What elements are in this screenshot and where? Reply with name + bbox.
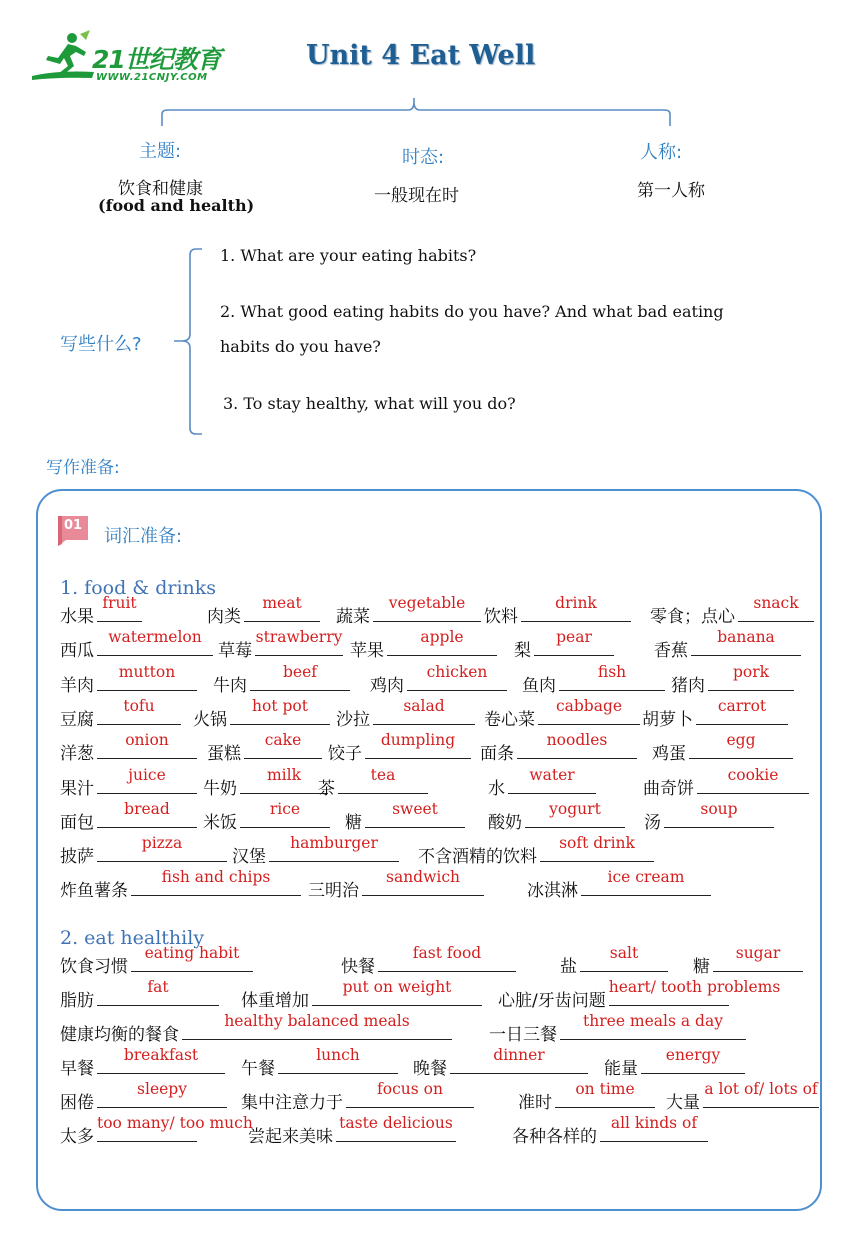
health-vocab-answer-text: a lot of/ lots of [704, 1080, 818, 1098]
food-vocab-answer-text: apple [420, 628, 464, 647]
food-vocab-answer-text: sweet [392, 799, 438, 818]
food-vocab-cn-label: 汉堡 [232, 847, 266, 868]
health-vocab-answer-blank [608, 978, 781, 1006]
food-vocab-answer-blank [362, 868, 484, 896]
food-vocab-item [418, 834, 654, 868]
food-vocab-answer-blank [696, 696, 788, 725]
health-vocab-answer-blank [312, 978, 482, 1006]
food-vocab-item [60, 696, 181, 730]
food-vocab-item [350, 628, 497, 662]
section-eat-healthily: 2. eat healthily [60, 927, 205, 949]
food-vocab-answer-blank [244, 594, 320, 622]
question-3: 3. To stay healthy, what will you do? [223, 394, 516, 413]
food-vocab-cn-label: 蛋糕 [207, 744, 241, 765]
food-vocab-item [60, 662, 197, 696]
health-vocab-answer-text: dinner [493, 1046, 545, 1064]
food-vocab-answer-text: yogurt [549, 799, 601, 818]
food-vocab-answer-blank [97, 696, 181, 725]
health-vocab-answer-blank [131, 944, 253, 972]
food-vocab-answer-text: watermelon [108, 628, 202, 647]
food-vocab-item [514, 628, 614, 662]
food-vocab-answer-text: fish [597, 662, 627, 681]
food-vocab-item [203, 799, 330, 833]
health-vocab-item [60, 978, 219, 1011]
food-vocab-cn-label: 茶 [318, 778, 335, 799]
topic-en: (food and health) [98, 196, 255, 215]
food-vocab-answer-text: cookie [727, 765, 779, 784]
food-vocab-item [207, 731, 322, 765]
food-vocab-cn-label: 鸡蛋 [652, 744, 686, 765]
top-brace [158, 96, 674, 130]
health-vocab-cn-label: 一日三餐 [489, 1025, 557, 1045]
food-vocab-item [318, 765, 428, 799]
food-vocab-answer-blank [240, 799, 330, 828]
food-vocab-answer-blank [255, 628, 343, 656]
food-vocab-item [484, 696, 640, 730]
person-value: 第一人称 [637, 181, 705, 201]
food-vocab-cn-label: 不含酒精的饮料 [418, 847, 537, 868]
food-vocab-answer-text: tea [370, 765, 396, 784]
food-vocab-answer-blank [697, 765, 809, 794]
health-vocab-cn-label: 早餐 [60, 1059, 94, 1079]
vocab-label: 词汇准备: [104, 526, 183, 547]
food-vocab-cn-label: 鸡肉 [370, 675, 404, 696]
food-vocab-cn-label: 沙拉 [336, 709, 370, 730]
food-vocab-cn-label: 三明治 [308, 881, 359, 902]
health-vocab-answer-blank [713, 944, 803, 972]
food-vocab-cn-label: 汤 [644, 812, 661, 833]
health-vocab-cn-label: 脂肪 [60, 991, 94, 1011]
health-vocab-item [60, 1046, 225, 1079]
food-vocab-item [328, 731, 471, 765]
food-vocab-answer-text: hamburger [290, 834, 378, 853]
food-vocab-item [345, 799, 465, 833]
food-vocab-cn-label: 豆腐 [60, 709, 94, 730]
food-vocab-answer-text: cabbage [555, 696, 623, 715]
health-vocab-item [413, 1046, 588, 1079]
person-label: 人称: [640, 142, 683, 163]
food-vocab-item [60, 594, 142, 627]
health-vocab-answer-text: lunch [316, 1046, 360, 1064]
health-vocab-item [560, 944, 668, 977]
food-vocab-cn-label: 肉类 [207, 607, 241, 627]
food-vocab-cn-label: 米饭 [203, 812, 237, 833]
health-vocab-answer-text: all kinds of [610, 1114, 698, 1132]
food-vocab-answer-text: rice [269, 799, 301, 818]
food-vocab-answer-text: egg [726, 731, 756, 750]
food-vocab-cn-label: 曲奇饼 [643, 778, 694, 799]
health-vocab-item [518, 1080, 655, 1113]
questions-brace [172, 246, 206, 438]
health-vocab-item [60, 1012, 452, 1045]
food-vocab-item [650, 594, 814, 627]
food-vocab-cn-label: 面包 [60, 812, 94, 833]
health-vocab-answer-text: fat [147, 978, 169, 996]
food-vocab-answer-blank [517, 731, 637, 759]
health-vocab-answer-text: focus on [377, 1080, 443, 1098]
food-vocab-cn-label: 饮料 [484, 607, 518, 627]
health-vocab-answer-text: eating habit [144, 944, 240, 962]
food-vocab-cn-label: 饺子 [328, 744, 362, 765]
food-vocab-cn-label: 冰淇淋 [527, 881, 578, 902]
health-vocab-answer-text: breakfast [123, 1046, 199, 1064]
food-vocab-cn-label: 猪肉 [671, 675, 705, 696]
food-vocab-item [60, 799, 197, 833]
food-vocab-answer-text: water [529, 765, 575, 784]
food-vocab-answer-text: mutton [118, 662, 176, 681]
health-vocab-cn-label: 快餐 [341, 957, 375, 977]
food-vocab-item [203, 765, 328, 799]
food-vocab-cn-label: 洋葱 [60, 744, 94, 765]
what-to-write-label: 写些什么? [60, 334, 142, 355]
food-vocab-answer-blank [97, 731, 197, 759]
health-vocab-cn-label: 各种各样的 [512, 1127, 597, 1147]
tense-label: 时态: [402, 147, 445, 168]
health-vocab-answer-blank [450, 1046, 588, 1074]
food-vocab-cn-label: 火锅 [193, 709, 227, 730]
health-vocab-answer-blank [97, 978, 219, 1006]
food-vocab-item [60, 731, 197, 765]
food-vocab-answer-text: milk [266, 765, 301, 784]
food-vocab-item [652, 731, 793, 765]
food-vocab-item [308, 868, 484, 902]
food-vocab-item [370, 662, 507, 696]
food-vocab-answer-blank [691, 628, 801, 656]
health-vocab-cn-label: 困倦 [60, 1093, 94, 1113]
food-vocab-cn-label: 披萨 [60, 847, 94, 868]
food-vocab-cn-label: 牛肉 [213, 675, 247, 696]
logo-text: 21世纪教育 [92, 45, 221, 74]
food-vocab-answer-blank [581, 868, 711, 896]
food-vocab-cn-label: 西瓜 [60, 641, 94, 662]
food-vocab-cn-label: 鱼肉 [522, 675, 556, 696]
food-vocab-item [193, 696, 330, 730]
health-vocab-answer-blank [703, 1080, 819, 1108]
food-vocab-answer-blank [540, 834, 654, 862]
health-vocab-cn-label: 能量 [604, 1059, 638, 1079]
food-vocab-answer-blank [240, 765, 328, 794]
section-food-drinks: 1. food & drinks [60, 577, 217, 599]
health-vocab-answer-text: three meals a day [583, 1012, 723, 1030]
health-vocab-answer-blank [580, 944, 668, 972]
food-vocab-answer-text: juice [128, 765, 166, 784]
food-vocab-item [60, 868, 301, 902]
health-vocab-cn-label: 体重增加 [241, 991, 309, 1011]
food-vocab-item [671, 662, 794, 696]
food-vocab-answer-blank [97, 799, 197, 828]
food-vocab-answer-text: sandwich [386, 868, 460, 887]
health-vocab-answer-text: salt [609, 944, 639, 962]
food-vocab-answer-text: cake [264, 731, 302, 750]
food-vocab-answer-text: vegetable [388, 594, 466, 612]
health-vocab-item [489, 1012, 746, 1045]
food-vocab-answer-blank [97, 662, 197, 691]
health-vocab-answer-blank [560, 1012, 746, 1040]
health-vocab-answer-text: fast food [412, 944, 482, 962]
food-vocab-answer-blank [373, 696, 475, 725]
food-vocab-answer-text: banana [717, 628, 775, 647]
health-vocab-item [604, 1046, 745, 1079]
health-vocab-item [241, 978, 482, 1011]
food-vocab-answer-blank [97, 628, 213, 656]
health-vocab-item [498, 978, 781, 1011]
food-vocab-cn-label: 蔬菜 [336, 607, 370, 627]
health-vocab-item [60, 1114, 253, 1147]
health-vocab-item [241, 1080, 474, 1113]
food-vocab-answer-text: pear [556, 628, 592, 647]
food-vocab-item [522, 662, 665, 696]
food-vocab-answer-blank [269, 834, 399, 862]
health-vocab-cn-label: 饮食习惯 [60, 957, 128, 977]
health-vocab-answer-blank [346, 1080, 474, 1108]
health-vocab-cn-label: 太多 [60, 1127, 94, 1147]
food-vocab-answer-blank [373, 594, 481, 622]
health-vocab-answer-blank [555, 1080, 655, 1108]
question-2-line2: habits do you have? [220, 337, 381, 356]
health-vocab-cn-label: 盐 [560, 957, 577, 977]
food-vocab-answer-text: pork [732, 662, 770, 681]
food-vocab-answer-text: dumpling [380, 731, 456, 750]
food-vocab-answer-text: drink [555, 594, 597, 612]
health-vocab-answer-blank [97, 1114, 253, 1142]
food-vocab-answer-blank [525, 799, 625, 828]
health-vocab-answer-blank [600, 1114, 708, 1142]
food-vocab-answer-blank [559, 662, 665, 691]
food-vocab-cn-label: 水果 [60, 607, 94, 627]
food-vocab-item [480, 731, 637, 765]
health-vocab-answer-text: put on weight [342, 978, 452, 996]
food-vocab-cn-label: 面条 [480, 744, 514, 765]
food-vocab-item [488, 765, 596, 799]
food-vocab-answer-text: hot pot [252, 696, 308, 715]
health-vocab-answer-text: too many/ too much [97, 1114, 253, 1132]
food-vocab-answer-text: meat [262, 594, 302, 612]
food-vocab-answer-blank [250, 662, 350, 691]
health-vocab-answer-text: taste delicious [339, 1114, 453, 1132]
food-vocab-answer-text: beef [282, 662, 317, 681]
food-vocab-answer-text: carrot [717, 696, 767, 715]
food-vocab-answer-blank [689, 731, 793, 759]
food-vocab-answer-text: bread [124, 799, 170, 818]
food-vocab-answer-text: fruit [102, 594, 137, 612]
food-vocab-item [218, 628, 343, 662]
food-vocab-cn-label: 苹果 [350, 641, 384, 662]
food-vocab-item [232, 834, 399, 868]
food-vocab-answer-text: fish and chips [161, 868, 271, 887]
prep-label: 写作准备: [46, 458, 120, 478]
logo-runner-icon [28, 30, 98, 86]
health-vocab-answer-blank [278, 1046, 398, 1074]
food-vocab-cn-label: 羊肉 [60, 675, 94, 696]
tense-value: 一般现在时 [374, 186, 459, 206]
food-vocab-answer-blank [387, 628, 497, 656]
health-vocab-answer-text: on time [575, 1080, 635, 1098]
food-vocab-cn-label: 卷心菜 [484, 709, 535, 730]
health-vocab-item [341, 944, 516, 977]
food-vocab-cn-label: 糖 [345, 812, 362, 833]
food-vocab-answer-text: soft drink [559, 834, 635, 853]
question-1: 1. What are your eating habits? [220, 246, 477, 265]
health-vocab-cn-label: 大量 [666, 1093, 700, 1113]
topic-cn: 饮食和健康 [118, 179, 203, 199]
health-vocab-item [241, 1046, 398, 1079]
food-vocab-answer-blank [664, 799, 774, 828]
food-vocab-answer-blank [508, 765, 596, 794]
food-vocab-answer-blank [521, 594, 631, 622]
food-vocab-cn-label: 梨 [514, 641, 531, 662]
food-vocab-answer-text: soup [700, 799, 738, 818]
food-vocab-answer-text: strawberry [255, 628, 343, 647]
food-vocab-item [484, 594, 631, 627]
health-vocab-item [60, 944, 253, 977]
health-vocab-answer-text: energy [665, 1046, 721, 1064]
food-vocab-item [643, 765, 809, 799]
food-vocab-answer-text: salad [403, 696, 445, 715]
food-vocab-answer-text: pizza [141, 834, 183, 853]
food-vocab-item [336, 594, 481, 627]
health-vocab-item [60, 1080, 227, 1113]
food-vocab-answer-text: onion [125, 731, 169, 750]
food-vocab-answer-blank [365, 799, 465, 828]
food-vocab-answer-blank [97, 594, 142, 622]
food-vocab-cn-label: 香蕉 [654, 641, 688, 662]
food-vocab-item [654, 628, 801, 662]
health-vocab-cn-label: 健康均衡的餐食 [60, 1025, 179, 1045]
food-vocab-item [207, 594, 320, 627]
food-vocab-answer-blank [534, 628, 614, 656]
health-vocab-item [248, 1114, 456, 1147]
food-vocab-answer-blank [131, 868, 301, 896]
food-vocab-item [527, 868, 711, 902]
food-vocab-answer-blank [538, 696, 640, 725]
food-vocab-item [488, 799, 625, 833]
food-vocab-cn-label: 草莓 [218, 641, 252, 662]
health-vocab-cn-label: 心脏/牙齿问题 [498, 991, 606, 1011]
food-vocab-answer-blank [97, 834, 227, 862]
health-vocab-answer-text: sleepy [137, 1080, 187, 1098]
health-vocab-answer-blank [378, 944, 516, 972]
food-vocab-answer-text: noodles [546, 731, 608, 750]
health-vocab-answer-text: heart/ tooth problems [608, 978, 781, 996]
food-vocab-item [60, 628, 213, 662]
health-vocab-answer-text: sugar [735, 944, 781, 962]
health-vocab-cn-label: 集中注意力于 [241, 1093, 343, 1113]
food-vocab-answer-blank [230, 696, 330, 725]
health-vocab-cn-label: 午餐 [241, 1059, 275, 1079]
food-vocab-cn-label: 零食；点心 [650, 607, 735, 627]
food-vocab-cn-label: 酸奶 [488, 812, 522, 833]
food-vocab-answer-text: snack [753, 594, 799, 612]
food-vocab-answer-blank [338, 765, 428, 794]
question-2-line1: 2. What good eating habits do you have? And what bad eating [220, 302, 724, 321]
food-vocab-answer-blank [244, 731, 322, 759]
food-vocab-item [336, 696, 475, 730]
logo-url: WWW.21CNJY.COM [96, 72, 208, 83]
health-vocab-answer-blank [336, 1114, 456, 1142]
food-vocab-cn-label: 胡萝卜 [642, 709, 693, 730]
food-vocab-answer-text: tofu [123, 696, 155, 715]
health-vocab-answer-blank [97, 1046, 225, 1074]
food-vocab-answer-blank [738, 594, 814, 622]
health-vocab-item [693, 944, 803, 977]
health-vocab-answer-blank [182, 1012, 452, 1040]
food-vocab-item [60, 765, 197, 799]
page-title: Unit 4 Eat Well [306, 40, 536, 71]
health-vocab-cn-label: 准时 [518, 1093, 552, 1113]
health-vocab-answer-text: healthy balanced meals [224, 1012, 410, 1030]
health-vocab-cn-label: 晚餐 [413, 1059, 447, 1079]
food-vocab-cn-label: 牛奶 [203, 778, 237, 799]
food-vocab-cn-label: 果汁 [60, 778, 94, 799]
food-vocab-answer-text: ice cream [607, 868, 685, 887]
food-vocab-cn-label: 炸鱼薯条 [60, 881, 128, 902]
food-vocab-answer-blank [97, 765, 197, 794]
food-vocab-answer-blank [407, 662, 507, 691]
food-vocab-item [642, 696, 788, 730]
food-vocab-item [644, 799, 774, 833]
food-vocab-item [60, 834, 227, 868]
health-vocab-cn-label: 尝起来美味 [248, 1127, 333, 1147]
badge-number: 01 [64, 518, 83, 533]
topic-label: 主题: [139, 141, 182, 162]
food-vocab-cn-label: 水 [488, 778, 505, 799]
health-vocab-item [666, 1080, 819, 1113]
food-vocab-answer-text: chicken [426, 662, 488, 681]
health-vocab-answer-blank [97, 1080, 227, 1108]
health-vocab-item [512, 1114, 708, 1147]
food-vocab-answer-blank [365, 731, 471, 759]
health-vocab-cn-label: 糖 [693, 957, 710, 977]
food-vocab-item [213, 662, 350, 696]
health-vocab-answer-blank [641, 1046, 745, 1074]
food-vocab-answer-blank [708, 662, 794, 691]
